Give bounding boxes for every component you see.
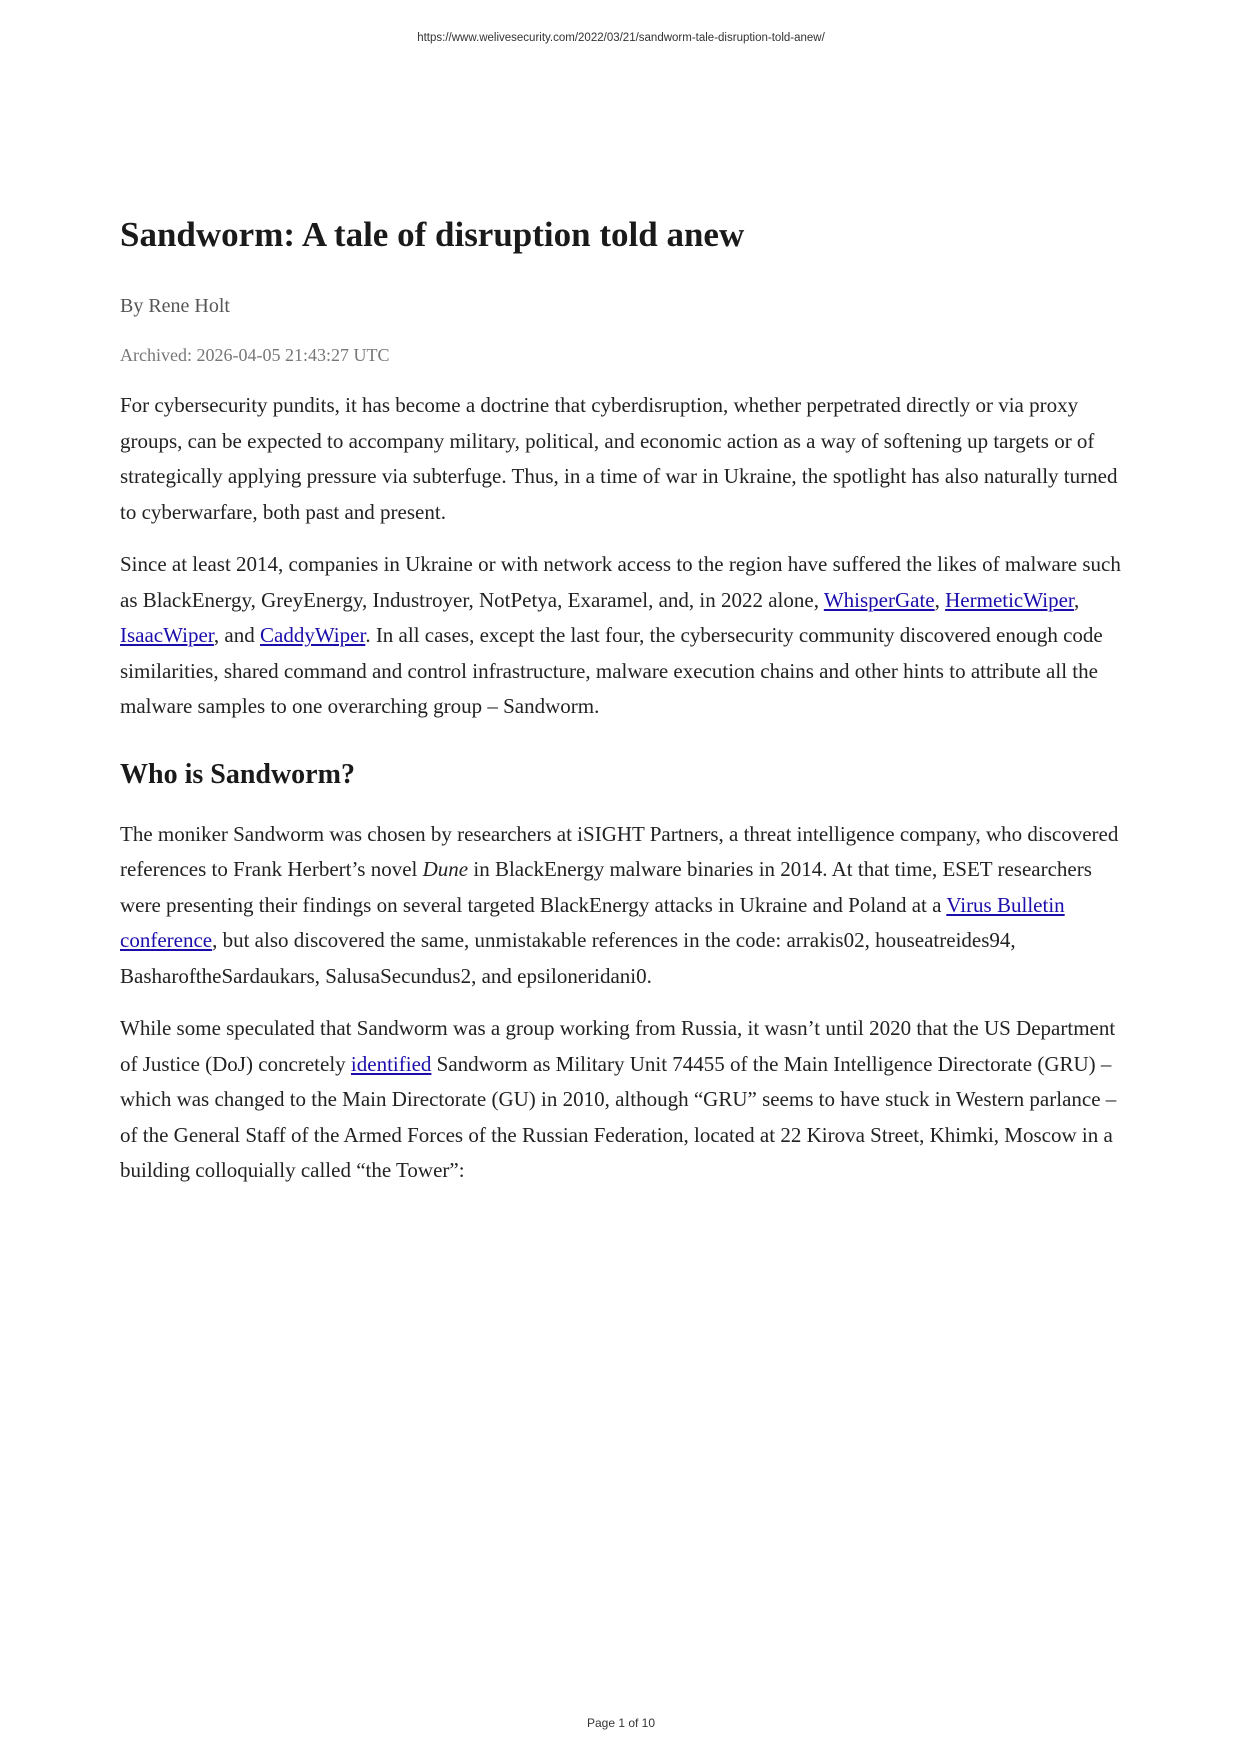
- dune-title: Dune: [422, 857, 469, 881]
- virus-bulletin-link[interactable]: Virus Bulletin conference: [120, 892, 1065, 952]
- hermeticwiper-link[interactable]: HermeticWiper: [945, 587, 1075, 612]
- paragraph-text: in BlackEnergy malware binaries in 2014. At that time, ESET researchers were presenting their findings on several targeted BlackEnergy attacks in Ukraine and Poland at a: [120, 857, 1092, 917]
- paragraph-moniker: [120, 817, 1132, 995]
- paragraph-text: The moniker Sandworm was chosen by researchers at iSIGHT Partners, a threat intelligence company, who discovered references to Frank Herbert’s novel: [120, 821, 1119, 881]
- paragraph-text: , but also discovered the same, unmistakable references in the code: arrakis02, houseatreides94, BasharoftheSardaukars, SalusaSecundus2, and epsiloneridani0.: [120, 928, 1016, 988]
- paragraph-text: , and: [213, 623, 260, 647]
- article-byline: By Rene Holt: [120, 295, 230, 317]
- paragraph-text: While some speculated that Sandworm was a group working from Russia, it wasn’t until 2020 that the US Department of Justice (DoJ) concretely: [120, 1016, 1116, 1076]
- paragraph-text: ,: [934, 587, 946, 612]
- caddywiper-link[interactable]: CaddyWiper: [260, 623, 366, 647]
- section-heading-who-is-sandworm: Who is Sandworm?: [120, 758, 355, 790]
- isaacwiper-link[interactable]: IsaacWiper: [120, 623, 214, 647]
- page-number: Page 1 of 10: [586, 1716, 656, 1730]
- paragraph-text: Since at least 2014, companies in Ukraine or with network access to the region have suffered the likes of malware such as BlackEnergy, GreyEnergy, Industroyer, NotPetya, Exaramel, and, in 2022 alone,: [120, 552, 1121, 612]
- identified-link[interactable]: identified: [350, 1051, 432, 1076]
- paragraph-intro: For cybersecurity pundits, it has become a doctrine that cyberdisruption, whether perpetrated directly or via proxy groups, can be expected to accompany military, political, and economic action as a way of softening up targets or of strategically applying pressure via subterfuge. Thus, in a time of war in Ukraine, the spotlight has also naturally turned to cyberwarfare, both past and present.: [120, 393, 1118, 524]
- whispergate-link[interactable]: WhisperGate: [823, 587, 935, 612]
- paragraph-malware-history: [120, 547, 1132, 725]
- article: [120, 210, 1132, 1206]
- archived-timestamp: Archived: 2026-04-05 21:43:27 UTC: [120, 345, 390, 365]
- paragraph-attribution: [120, 1011, 1132, 1189]
- paragraph-text: Sandworm as Military Unit 74455 of the Main Intelligence Directorate (GRU) – which was changed to the Main Directorate (GU) in 2010, although “GRU” seems to have stuck in Western parlance – of the General Staff of the Armed Forces of the Russian Federation, located at 22 Kirova Street, Khimki, Moscow in a building colloquially called “the Tower”:: [120, 1051, 1117, 1182]
- article-title: Sandworm: A tale of disruption told anew: [120, 215, 745, 254]
- paragraph-text: ,: [1074, 587, 1080, 612]
- paragraph-text: . In all cases, except the last four, the cybersecurity community discovered enough code similarities, shared command and control infrastructure, malware execution chains and other hints to attribute all the malware samples to one overarching group – Sandworm.: [120, 623, 1103, 718]
- page-url-header: https://www.welivesecurity.com/2022/03/21/sandworm-tale-disruption-told-anew/: [417, 32, 825, 44]
